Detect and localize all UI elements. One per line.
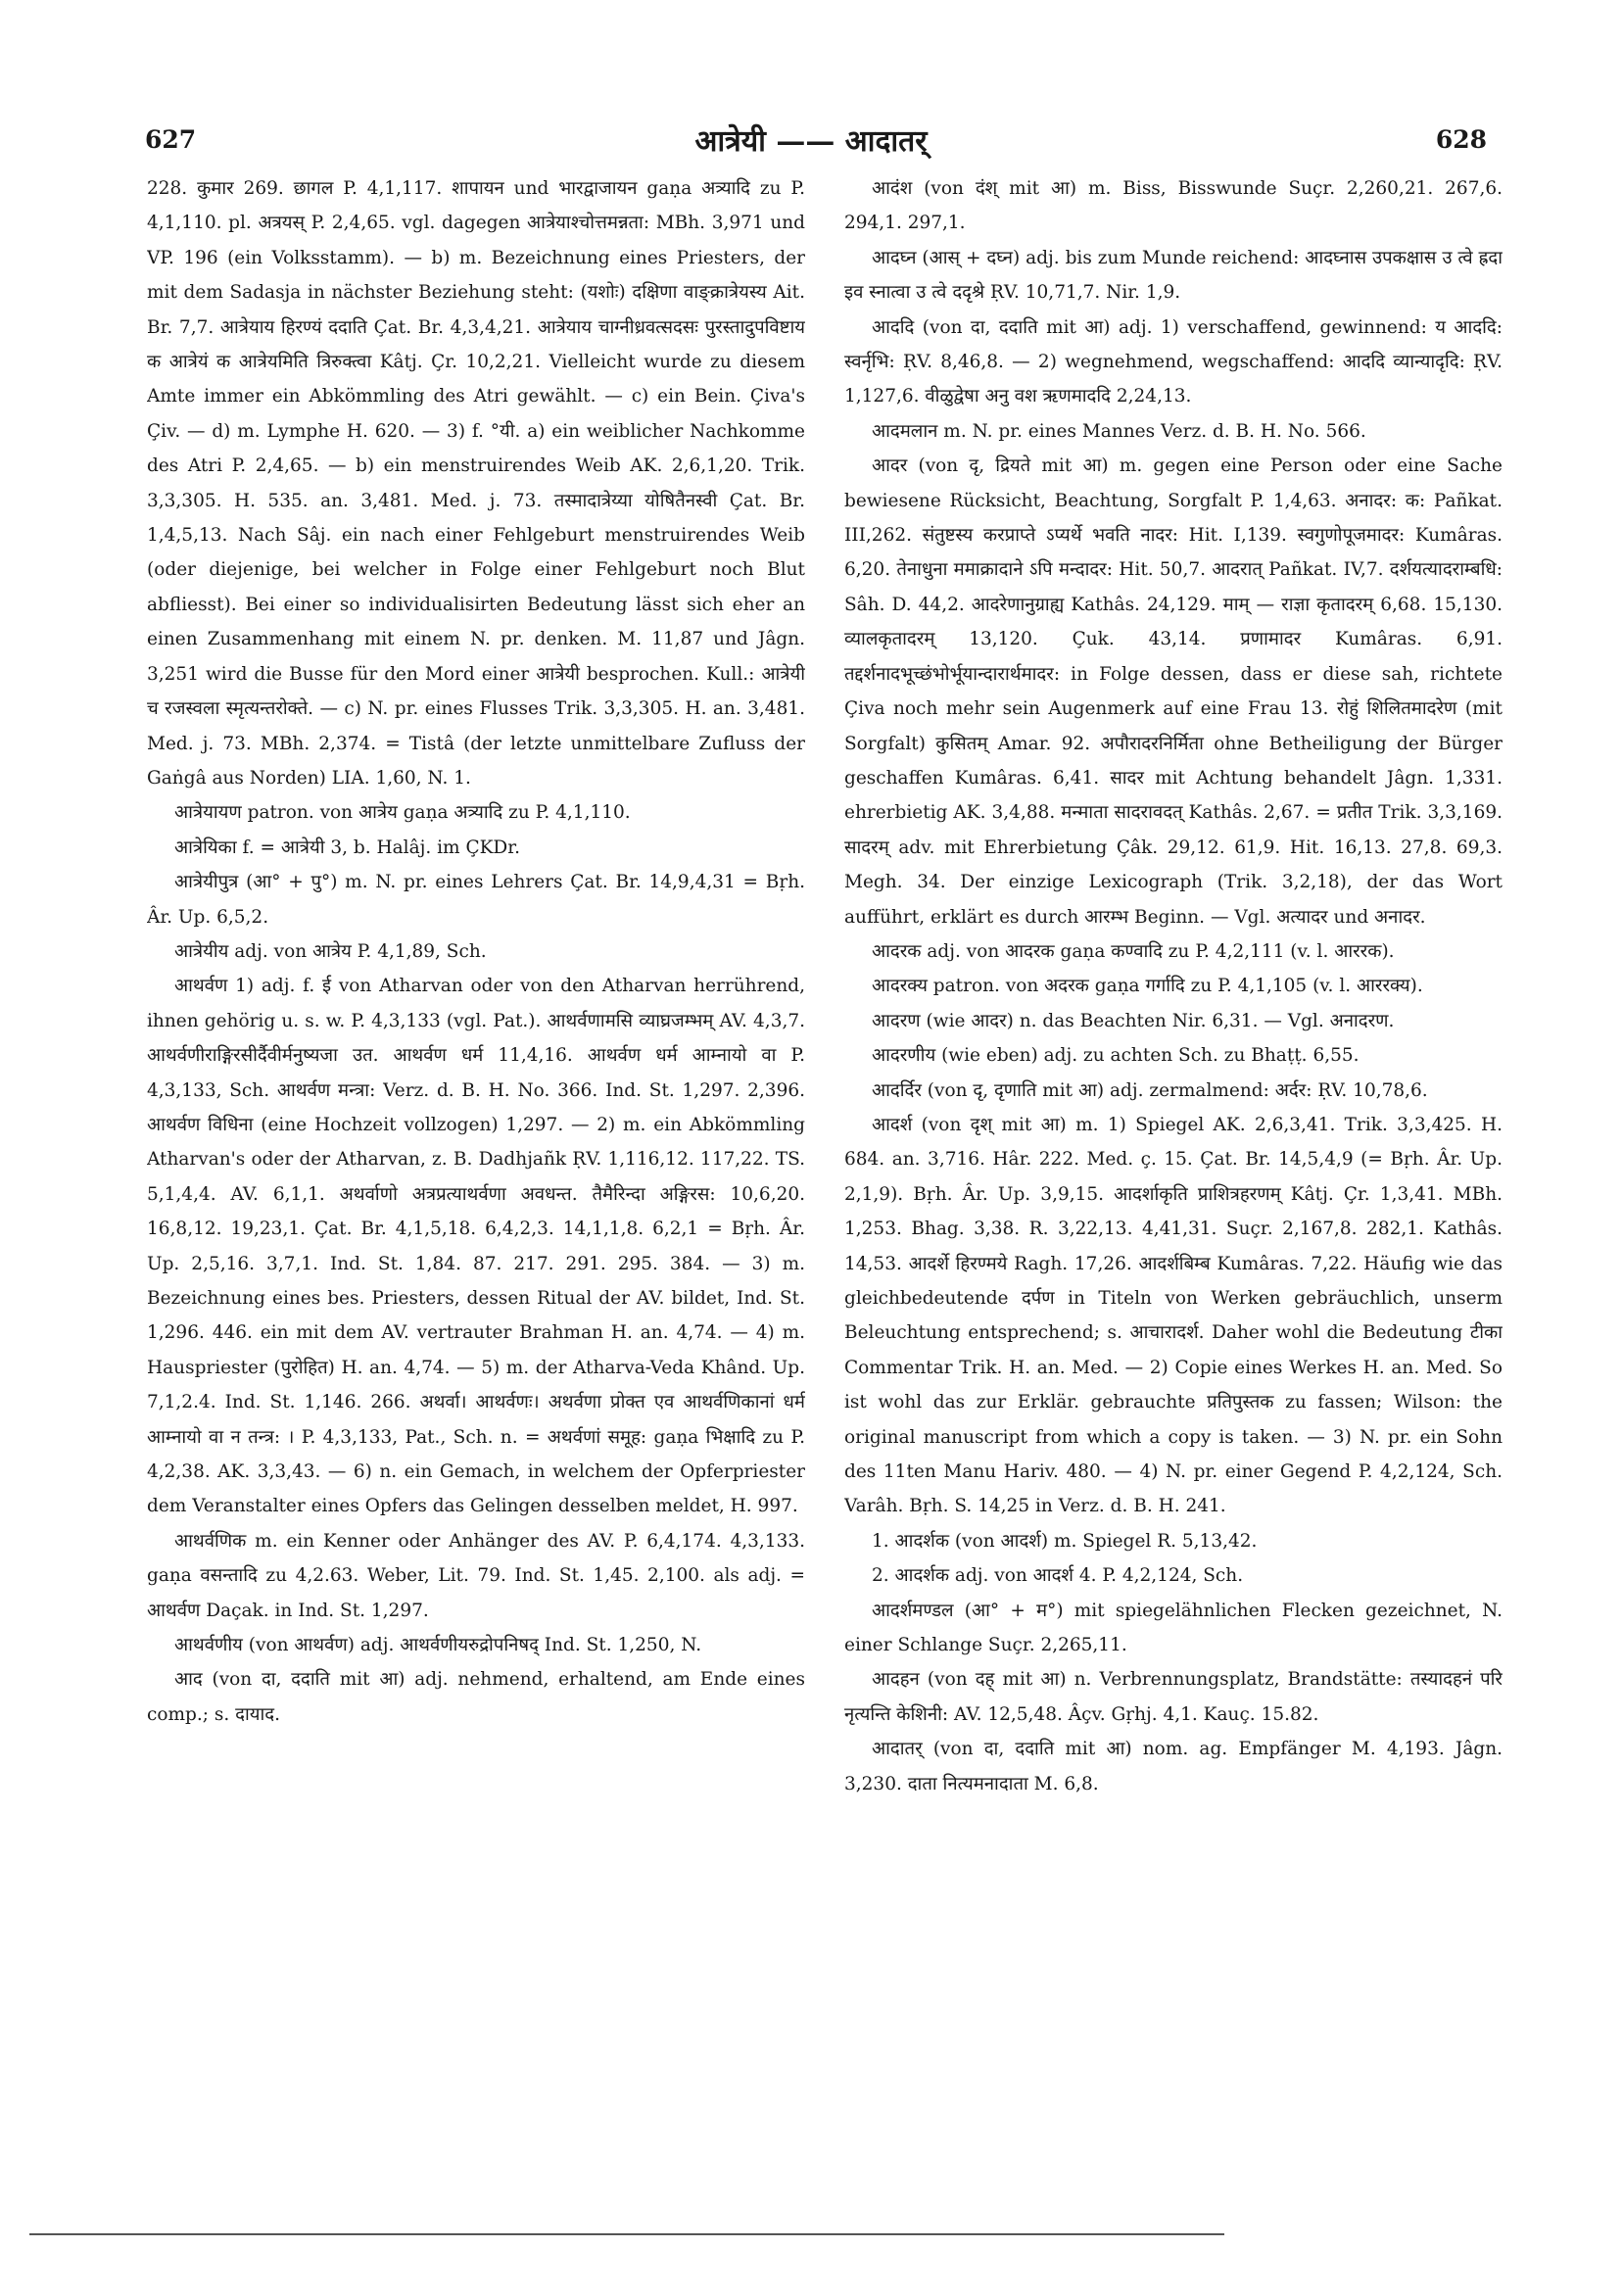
entry-paragraph: आदमलान m. N. pr. eines Mannes Verz. d. B. H. No. 566.	[872, 420, 1366, 442]
entry-paragraph: आदरण (wie आदर) n. das Beachten Nir. 6,31. — Vgl. अनादरण.	[872, 1010, 1395, 1031]
right-column	[844, 171, 1503, 2033]
entry-paragraph: आथर्वणीय (von आथर्वण) adj. आथर्वणीयरुद्रोपनिषद् Ind. St. 1,250, N.	[174, 1635, 702, 1656]
headword-last: आदातर्	[844, 124, 928, 159]
entry-paragraph: आत्रेयायण patron. von आत्रेय gaṇa अत्र्यादि zu P. 4,1,110.	[174, 802, 631, 824]
entry-paragraph: आदरणीय (wie eben) adj. zu achten Sch. zu Bhaṭṭ. 6,55.	[872, 1045, 1360, 1067]
entry-paragraph: 228. कुमार 269. छागल P. 4,1,117. शापायन und भारद्वाजायन gaṇa अत्र्यादि zu P. 4,1,110. pl. अत्रयस् P. 2,4,65. vgl. dagegen आत्रेयाश्चोत्तमन्नता: MBh. 3,971 und VP. 196 (ein Volksstamm). — b) m. Bezeichnung eines Priesters, der mit dem Sadasja in nächster Beziehung steht: (यशोः) दक्षिणा वाङ्क्रात्रेयस्य Ait. Br. 7,7. आत्रेयाय हिरण्यं ददाति Çat. Br. 4,3,4,21. आत्रेयाय चाग्नीध्रवत्सदसः पुरस्तादुपविष्टाय क आत्रेयं क आत्रेयमिति त्रिरुक्त्वा Kâtj. Çr. 10,2,21. Vielleicht wurde zu diesem Amte immer ein Abkömmling des Atri gewählt. — c) ein Bein. Çiva's Çiv. — d) m. Lymphe H. 620. — 3) f. °यी. a) ein weiblicher Nachkomme des Atri P. 2,4,65. — b) ein menstruirendes Weib AK. 2,6,1,20. Trik. 3,3,305. H. 535. an. 3,481. Med. j. 73. तस्मादात्रेय्या योषितैनस्वी Çat. Br. 1,4,5,13. Nach Sâj. ein nach einer Fehlgeburt menstruirendes Weib (oder diejenige, bei welcher in Folge einer Fehlgeburt noch Blut abfliesst). Bei einer so individualisirten Bedeutung lässt sich eher an einen Zusammenhang mit einem N. pr. denken. M. 11,87 und Jâgn. 3,251 wird die Busse für den Mord einer आत्रेयी besprochen. Kull.: आत्रेयी च रजस्वला स्मृत्यन्तरोक्ते. — c) N. pr. eines Flusses Trik. 3,3,305. H. an. 3,481. Med. j. 73. MBh. 2,374. = Tistâ (der letzte unmittelbare Zufluss der Gaṅgâ aus Norden) LIA. 1,60, N. 1.	[147, 178, 805, 789]
entry-paragraph: आदर्दिर (von दृ, दृणाति mit आ) adj. zermalmend: अर्दर: ṚV. 10,78,6.	[872, 1079, 1428, 1101]
entry-paragraph: आदघ्न (आस् + दघ्न) adj. bis zum Munde reichend: आदघ्नास उपकक्षास उ त्वे ह्रदा इव स्नात्वा उ त्वे ददृश्रे ṚV. 10,71,7. Nir. 1,9.	[844, 247, 1503, 304]
entry-paragraph: आदर (von दृ, द्रियते mit आ) m. gegen eine Person oder eine Sache bewiesene Rücksicht, Beachtung, Sorgfalt P. 1,4,63. अनादर: क: Pañkat. III,262. संतुष्टस्य करप्राप्ते ऽप्यर्थे भवति नादर: Hit. I,139. स्वगुणोपूजमादर: Kumâras. 6,20. तेनाधुना ममाक्रादाने ऽपि मन्दादर: Hit. 50,7. आदरात् Pañkat. IV,7. दर्शयत्यादराम्बधि: Sâh. D. 44,2. आदरेणानुग्राह्य Kathâs. 24,129. माम् — राज्ञा कृतादरम् 6,68. 15,130. व्यालकृतादरम् 13,120. Çuk. 43,14. प्रणामादर Kumâras. 6,91. तद्दर्शनादभूच्छंभोर्भूयान्दारार्थमादर: in Folge dessen, dass er diese sah, richtete Çiva noch mehr sein Augenmerk auf eine Frau 13. रोहुं शिलितमादरेण (mit Sorgfalt) कुसितम् Amar. 92. अपौरादरनिर्मिता ohne Betheiligung der Bürger geschaffen Kumâras. 6,41. सादर mit Achtung behandelt Jâgn. 1,331. ehrerbietig AK. 3,4,88. मन्माता सादरावदत् Kathâs. 2,67. = प्रतीत Trik. 3,3,169. सादरम् adv. mit Ehrerbietung Çâk. 29,12. 61,9. Hit. 16,13. 27,8. 69,3. Megh. 34. Der einzige Lexicograph (Trik. 3,2,18), der das Wort aufführt, erklärt es durch आरम्भ Beginn. — Vgl. अत्यादर und अनादर.	[844, 455, 1503, 928]
left-column	[147, 171, 805, 2033]
entry-paragraph: आदर्श (von दृश् mit आ) m. 1) Spiegel AK. 2,6,3,41. Trik. 3,3,425. H. 684. an. 3,716. Hâr. 222. Med. ç. 15. Çat. Br. 14,5,4,9 (= Bṛh. Âr. Up. 2,1,9). Bṛh. Âr. Up. 3,9,15. आदर्शाकृति प्राशित्रहरणम् Kâtj. Çr. 1,3,41. MBh. 1,253. Bhag. 3,38. R. 3,22,13. 4,41,31. Suçr. 2,167,8. 282,1. Kathâs. 14,53. आदर्शे हिरण्मये Ragh. 17,26. आदर्शबिम्ब Kumâras. 7,22. Häufig wie das gleichbedeutende दर्पण in Titeln von Werken gebräuchlich, unserm Beleuchtung entsprechend; s. आचारादर्श. Daher wohl die Bedeutung टीका Commentar Trik. H. an. Med. — 2) Copie eines Werkes H. an. Med. So ist wohl das zur Erklär. gebrauchte प्रतिपुस्तक zu fassen; Wilson: the original manuscript from which a copy is taken. — 3) N. pr. ein Sohn des 11ten Manu Hariv. 480. — 4) N. pr. einer Gegend P. 4,2,124, Sch. Varâh. Bṛh. S. 14,25 in Verz. d. B. H. 241.	[844, 1114, 1503, 1517]
entry-paragraph: आथर्वण 1) adj. f. ई von Atharvan oder von den Atharvan herrührend, ihnen gehörig u. s. w. P. 4,3,133 (vgl. Pat.). आथर्वणामसि व्याघ्रजम्भम् AV. 4,3,7. आथर्वणीराङ्गिरसीर्दैवीर्मनुष्यजा उत. आथर्वण धर्म 11,4,16. आथर्वण धर्म आम्नायो वा P. 4,3,133, Sch. आथर्वण मन्त्रा: Verz. d. B. H. No. 366. Ind. St. 1,297. 2,396. आथर्वण विधिना (eine Hochzeit vollzogen) 1,297. — 2) m. ein Abkömmling Atharvan's oder der Atharvan, z. B. Dadhjañk ṚV. 1,116,12. 117,22. TS. 5,1,4,4. AV. 6,1,1. अथर्वाणो अत्रप्रत्याथर्वणा अवधन्त. तैमैरिन्दा अङ्गिरस: 10,6,20. 16,8,12. 19,23,1. Çat. Br. 4,1,5,18. 6,4,2,3. 14,1,1,8. 6,2,1 = Bṛh. Âr. Up. 2,5,16. 3,7,1. Ind. St. 1,84. 87. 217. 291. 295. 384. — 3) m. Bezeichnung eines bes. Priesters, dessen Ritual der AV. bildet, Ind. St. 1,296. 446. ein mit dem AV. vertrauter Brahman H. an. 4,74. — 4) m. Hauspriester (पुरोहित) H. an. 4,74. — 5) m. der Atharva-Veda Khând. Up. 7,1,2.4. Ind. St. 1,146. 266. अथर्वा। आथर्वणः। अथर्वणा प्रोक्त एव आथर्वणिकानां धर्म आम्नायो वा न तन्त्र: । P. 4,3,133, Pat., Sch. n. = अथर्वणां समूह: gaṇa भिक्षादि zu P. 4,2,38. AK. 3,3,43. — 6) n. ein Gemach, in welchem der Opferpriester dem Veranstalter eines Opfers das Gelingen desselben meldet, H. 997.	[147, 976, 805, 1517]
entry-paragraph: आदातर् (von दा, ददाति mit आ) nom. ag. Empfänger M. 4,193. Jâgn. 3,230. दाता नित्यमनादाता M. 6,8.	[844, 1739, 1503, 1794]
headword-dash: ——	[776, 124, 835, 159]
entry-paragraph: आत्रेयीय adj. von आत्रेय P. 4,1,89, Sch.	[174, 940, 487, 962]
entry-paragraph: आददि (von दा, ददाति mit आ) adj. 1) verschaffend, gewinnend: य आददि: स्वर्नृभि: ṚV. 8,46,8. — 2) wegnehmend, wegschaffend: आददि व्यान्यादृदि: ṚV. 1,127,6. वीळुद्वेषा अनु वश ऋणमाददि 2,24,13.	[844, 316, 1503, 407]
entry-paragraph: आदर्शमण्डल (आ° + म°) mit spiegelähnlichen Flecken gezeichnet, N. einer Schlange Suçr. 2,265,11.	[844, 1600, 1503, 1656]
page-number-left: 627	[145, 125, 197, 154]
headword-first: आत्रेयी	[694, 124, 766, 159]
entry-paragraph: आदंश (von दंश् mit आ) m. Biss, Bisswunde Suçr. 2,260,21. 267,6. 294,1. 297,1.	[844, 178, 1503, 234]
entry-paragraph: आद (von दा, ददाति mit आ) adj. nehmend, erhaltend, am Ende eines comp.; s. दायाद.	[147, 1669, 805, 1725]
entry-paragraph: आत्रेयीपुत्र (आ° + पु°) m. N. pr. eines Lehrers Çat. Br. 14,9,4,31 = Bṛh. Âr. Up. 6,5,2.	[147, 872, 805, 928]
running-headwords	[0, 120, 1622, 160]
page-number-right: 628	[1435, 125, 1487, 154]
entry-paragraph: 2. आदर्शक adj. von आदर्श 4. P. 4,2,124, Sch.	[872, 1565, 1244, 1587]
entry-paragraph: आत्रेयिका f. = आत्रेयी 3, b. Halâj. im ÇKDr.	[174, 837, 520, 858]
entry-paragraph: आदरक्य patron. von अदरक gaṇa गर्गादि zu P. 4,1,105 (v. l. आररक्य).	[872, 976, 1423, 997]
entry-paragraph: आदरक adj. von आदरक gaṇa कण्वादि zu P. 4,2,111 (v. l. आररक).	[872, 940, 1395, 962]
bottom-rule	[29, 2233, 1224, 2235]
entry-paragraph: आथर्वणिक m. ein Kenner oder Anhänger des AV. P. 6,4,174. 4,3,133. gaṇa वसन्तादि zu 4,2.63. Weber, Lit. 79. Ind. St. 1,45. 2,100. als adj. = आथर्वण Daçak. in Ind. St. 1,297.	[147, 1530, 805, 1621]
entry-paragraph: आदहन (von दह् mit आ) n. Verbrennungsplatz, Brandstätte: तस्यादहनं परि नृत्यन्ति केशिनी: AV. 12,5,48. Âçv. Gṛhj. 4,1. Kauç. 15.82.	[844, 1669, 1503, 1725]
entry-paragraph: 1. आदर्शक (von आदर्श) m. Spiegel R. 5,13,42.	[872, 1530, 1258, 1552]
